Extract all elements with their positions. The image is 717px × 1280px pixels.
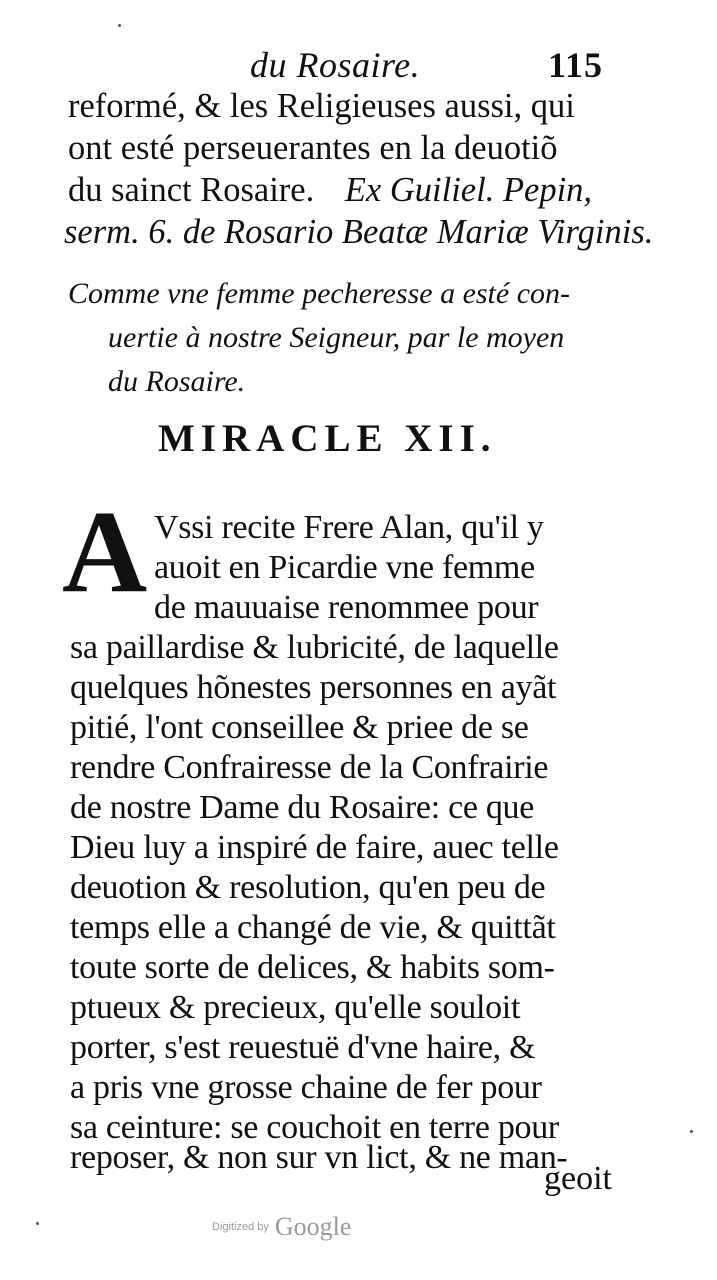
text-line: reformé, & les Religieuses aussi, qui — [68, 87, 575, 125]
scan-speck — [36, 1222, 39, 1225]
body-line: de nostre Dame du Rosaire: ce que — [70, 789, 535, 826]
body-line: ptueux & precieux, qu'elle souloit — [70, 989, 521, 1026]
body-line: sa paillardise & lubricité, de laquelle — [70, 629, 559, 666]
drop-cap-initial: A — [62, 486, 148, 617]
body-line: Vssi recite Frere Alan, qu'il y — [154, 509, 544, 546]
body-line: pitié, l'ont conseillee & priee de se — [70, 709, 529, 746]
body-line: de mauuaise renommee pour — [154, 589, 539, 626]
digitized-watermark — [212, 1212, 351, 1242]
watermark-brand: Google — [274, 1212, 352, 1241]
miracle-caption — [68, 272, 628, 404]
caption-line: du Rosaire. — [108, 365, 246, 398]
body-line: temps elle a changé de vie, & quittãt — [70, 909, 556, 946]
citation: Ex Guiliel. Pepin, — [344, 171, 593, 209]
caption-line: uertie à nostre Seigneur, par le moyen — [108, 321, 565, 354]
body-line: a pris vne grosse chaine de fer pour — [70, 1069, 542, 1106]
catchword: geoit — [544, 1160, 612, 1197]
body-line: Dieu luy a inspiré de faire, auec telle — [70, 829, 559, 866]
body-line: deuotion & resolution, qu'en peu de — [70, 869, 546, 906]
text-line — [68, 168, 592, 212]
body-line: rendre Confrairesse de la Confrairie — [70, 749, 549, 786]
page-number: 115 — [548, 45, 604, 85]
text-line: ont esté perseuerantes en la deuotiõ — [68, 129, 558, 167]
body-line: porter, s'est reuestuë d'vne haire, & — [70, 1029, 536, 1066]
body-line: auoit en Picardie vne femme — [154, 549, 535, 586]
caption-line: Comme vne femme pecheresse a esté con- — [68, 277, 571, 310]
body-line: quelques hõnestes personnes en ayãt — [70, 669, 557, 706]
body-line: sa ceinture: se couchoit en terre pour — [70, 1109, 559, 1146]
scan-speck — [118, 24, 121, 27]
watermark-prefix: Digitized by — [212, 1221, 269, 1233]
body-line: reposer, & non sur vn lict, & ne man- — [70, 1139, 568, 1176]
body-line: toute sorte de delices, & habits som- — [70, 949, 555, 986]
text-segment: du sainct Rosaire. — [68, 171, 315, 209]
citation-line: serm. 6. de Rosario Beatæ Mariæ Virginis. — [64, 213, 654, 251]
scan-speck — [690, 1130, 693, 1133]
chapter-heading: MIRACLE XII. — [158, 417, 497, 460]
running-title: du Rosaire. — [250, 45, 421, 85]
